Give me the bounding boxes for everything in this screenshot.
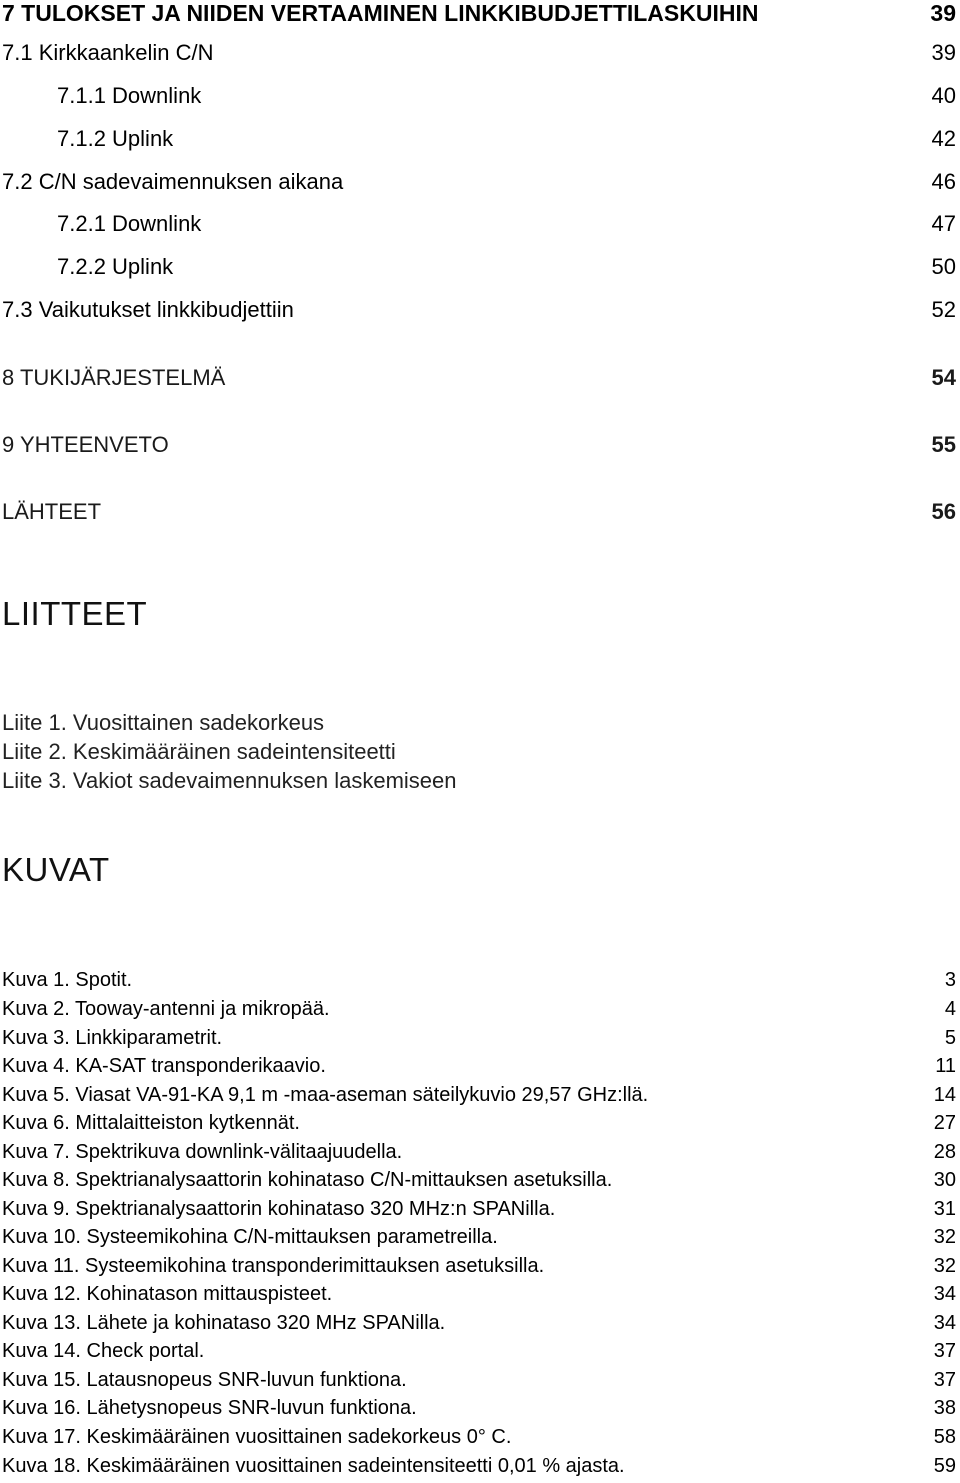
figure-entry-page: 38 (933, 1397, 956, 1419)
toc-entry-title: 7.1.1 Downlink (57, 83, 202, 108)
toc-entry-title: 7.1 Kirkkaankelin C/N (2, 40, 214, 65)
toc-entry-page: 46 (931, 169, 956, 194)
toc-entry-title: 9 YHTEENVETO (2, 432, 169, 457)
toc-entry-page: 40 (931, 83, 956, 108)
toc-entry-title: 7 TULOKSET JA NIIDEN VERTAAMINEN LINKKIBUDJETTILASKUIHIN (2, 0, 759, 26)
toc-entry-page: 39 (930, 0, 956, 26)
figure-entry-page: 37 (933, 1340, 956, 1362)
figure-entry-title: Kuva 11. Systeemikohina transponderimittauksen asetuksilla. (2, 1255, 545, 1277)
figure-entry-page: 37 (933, 1369, 956, 1391)
toc-entry-page: 55 (931, 432, 956, 457)
figure-entry-title: Kuva 6. Mittalaitteiston kytkennät. (2, 1112, 300, 1134)
figure-entry-title: Kuva 3. Linkkiparametrit. (2, 1027, 223, 1049)
toc-entry-title: 7.1.2 Uplink (57, 126, 174, 151)
figure-entry-title: Kuva 8. Spektrianalysaattorin kohinataso C/N-mittauksen asetuksilla. (2, 1169, 613, 1191)
figure-entry-title: Kuva 1. Spotit. (2, 969, 133, 991)
figure-entry-page: 4 (944, 998, 956, 1020)
toc-entry-page: 54 (931, 365, 956, 390)
toc-entry-title: 7.2.2 Uplink (57, 254, 174, 279)
figure-entry-page: 28 (933, 1141, 956, 1163)
figure-entry-page: 34 (933, 1312, 956, 1334)
toc-entry-title: 7.2.1 Downlink (57, 211, 202, 236)
figure-entry-title: Kuva 17. Keskimääräinen vuosittainen sadekorkeus 0° C. (2, 1426, 512, 1448)
toc-entry-page: 52 (931, 297, 956, 322)
toc-entry-title: LÄHTEET (2, 499, 102, 524)
figure-entry-page: 5 (944, 1027, 956, 1049)
toc-entry-page: 56 (931, 499, 956, 524)
toc-entry-page: 39 (931, 40, 956, 65)
toc-entry-page: 47 (931, 211, 956, 236)
figure-entry-page: 3 (944, 969, 956, 991)
figure-entry-title: Kuva 13. Lähete ja kohinataso 320 MHz SPANilla. (2, 1312, 446, 1334)
toc-entry-title: 7.2 C/N sadevaimennuksen aikana (2, 169, 344, 194)
figure-entry-title: Kuva 18. Keskimääräinen vuosittainen sadeintensiteetti 0,01 % ajasta. (2, 1455, 625, 1477)
toc-entry-title: 7.3 Vaikutukset linkkibudjettiin (2, 297, 294, 322)
figure-entry-title: Kuva 14. Check portal. (2, 1340, 205, 1362)
figure-entry-page: 27 (933, 1112, 956, 1134)
figure-entry-title: Kuva 9. Spektrianalysaattorin kohinataso 320 MHz:n SPANilla. (2, 1198, 556, 1220)
toc-entry-page: 50 (931, 254, 956, 279)
figure-entry-page: 32 (933, 1226, 956, 1248)
appendix-item[interactable]: Liite 1. Vuosittainen sadekorkeus (2, 710, 325, 735)
figure-entry-title: Kuva 12. Kohinatason mittauspisteet. (2, 1283, 333, 1305)
figure-entry-title: Kuva 7. Spektrikuva downlink-välitaajuudella. (2, 1141, 403, 1163)
figure-entry-page: 58 (933, 1426, 956, 1448)
figure-entry-title: Kuva 10. Systeemikohina C/N-mittauksen parametreilla. (2, 1226, 498, 1248)
figure-entry-title: Kuva 2. Tooway-antenni ja mikropää. (2, 998, 330, 1020)
appendix-item[interactable]: Liite 2. Keskimääräinen sadeintensiteetti (2, 739, 396, 764)
figure-entry-page: 59 (933, 1455, 956, 1477)
appendix-item[interactable]: Liite 3. Vakiot sadevaimennuksen laskemiseen (2, 768, 457, 793)
figure-entry-page: 14 (933, 1084, 956, 1106)
figure-entry-page: 11 (935, 1055, 956, 1077)
toc-entry-title: 8 TUKIJÄRJESTELMÄ (2, 365, 226, 390)
appendices-heading: LIITTEET (2, 595, 148, 632)
toc-entry-page: 42 (931, 126, 956, 151)
figure-entry-title: Kuva 16. Lähetysnopeus SNR-luvun funktiona. (2, 1397, 417, 1419)
figure-entry-title: Kuva 15. Latausnopeus SNR-luvun funktiona. (2, 1369, 407, 1391)
figure-entry-title: Kuva 4. KA-SAT transponderikaavio. (2, 1055, 326, 1077)
figure-entry-page: 30 (933, 1169, 956, 1191)
figure-entry-title: Kuva 5. Viasat VA-91-KA 9,1 m -maa-aseman säteilykuvio 29,57 GHz:llä. (2, 1084, 649, 1106)
figure-entry-page: 34 (933, 1283, 956, 1305)
figure-entry-page: 31 (933, 1198, 956, 1220)
figures-heading: KUVAT (2, 851, 110, 888)
figure-entry-page: 32 (933, 1255, 956, 1277)
